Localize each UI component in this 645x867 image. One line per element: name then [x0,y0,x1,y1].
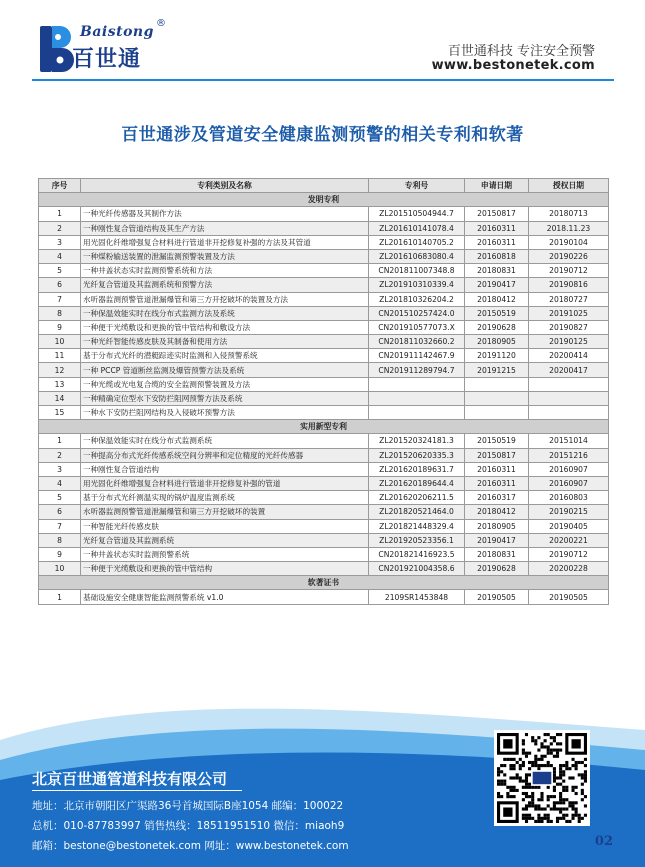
cell-name: 一种 PCCP 管道断丝监测及爆管预警方法及系统 [81,363,369,377]
cell-grant-date: 20191025 [529,306,609,320]
cell-grant-date: 20190816 [529,278,609,292]
cell-name: 一种光缆或光电复合缆的安全监测预警装置及方法 [81,377,369,391]
company-logo [38,18,178,76]
table-row [39,363,609,377]
cell-name: 光纤复合管道及其监测系统和预警方法 [81,278,369,292]
cell-patent-no: ZL201810326204.2 [369,292,465,306]
cell-apply-date: 20190417 [465,533,529,547]
cell-index: 10 [39,562,81,576]
cell-apply-date: 20180831 [465,547,529,561]
cell-apply-date: 20160311 [465,476,529,490]
cell-apply-date: 20190628 [465,320,529,334]
section-label: 软著证书 [39,576,609,590]
cell-apply-date: 20150519 [465,306,529,320]
cell-name: 一种刚性复合管道结构及其生产方法 [81,221,369,235]
table-row [39,476,609,490]
cell-patent-no: CN201811007348.8 [369,264,465,278]
cell-name: 一种水下安防拦阻网结构及入侵破坏预警方法 [81,406,369,420]
registered-mark: ® [156,18,166,29]
header-index: 序号 [39,179,81,193]
cell-apply-date: 20190505 [465,590,529,604]
cell-patent-no: CN201811032660.2 [369,335,465,349]
cell-grant-date: 20200221 [529,533,609,547]
cell-grant-date [529,406,609,420]
cell-grant-date: 20160803 [529,491,609,505]
cell-apply-date: 20191215 [465,363,529,377]
cell-name: 一种光纤传感器及其制作方法 [81,207,369,221]
cell-grant-date: 20200417 [529,363,609,377]
cell-index: 8 [39,533,81,547]
cell-patent-no: CN201911142467.9 [369,349,465,363]
table-row [39,519,609,533]
cell-apply-date: 20150817 [465,448,529,462]
cell-patent-no: ZL201520324181.3 [369,434,465,448]
cell-name: 一种煤粉输送装置的泄漏监测预警装置及方法 [81,249,369,263]
cell-name: 基于分布式光纤测温实现的锅炉温度监测系统 [81,491,369,505]
table-row [39,349,609,363]
table-row [39,221,609,235]
cell-grant-date: 20190712 [529,547,609,561]
cell-grant-date: 20200228 [529,562,609,576]
cell-grant-date: 20160907 [529,476,609,490]
cell-patent-no: ZL201910310339.4 [369,278,465,292]
cell-index: 11 [39,349,81,363]
cell-index: 6 [39,278,81,292]
cell-patent-no: ZL201610140705.2 [369,235,465,249]
cell-grant-date: 20190505 [529,590,609,604]
table-row [39,547,609,561]
cell-patent-no: ZL201520620335.3 [369,448,465,462]
cell-name: 一种精确定位型水下安防拦阻网预警方法及系统 [81,391,369,405]
phone-line: 总机：010-87783997 销售热线：18511951510 微信：miaoh9 [32,820,345,832]
cell-apply-date: 20150817 [465,207,529,221]
cell-patent-no [369,391,465,405]
cell-index: 5 [39,264,81,278]
cell-apply-date: 20180412 [465,505,529,519]
cell-index: 9 [39,320,81,334]
cell-name: 一种井盖状态实时监测预警系统和方法 [81,264,369,278]
cell-patent-no: ZL201620189631.7 [369,462,465,476]
cell-grant-date: 20190104 [529,235,609,249]
cell-apply-date: 20160311 [465,462,529,476]
cell-grant-date: 20160907 [529,462,609,476]
cell-grant-date: 20180727 [529,292,609,306]
section-label: 发明专利 [39,193,609,207]
cell-index: 1 [39,590,81,604]
cell-patent-no: ZL201920523356.1 [369,533,465,547]
cell-patent-no: CN201910577073.X [369,320,465,334]
cell-name: 用光固化纤维增强复合材料进行管道非开挖修复补强的管道 [81,476,369,490]
section-header-row [39,193,609,207]
cell-apply-date: 20160818 [465,249,529,263]
cell-name: 水听器监测预警管道泄漏爆管和第三方开挖破坏的装置及方法 [81,292,369,306]
cell-grant-date: 20190827 [529,320,609,334]
cell-patent-no [369,377,465,391]
page-header [0,0,645,85]
cell-patent-no: ZL201821448329.4 [369,519,465,533]
company-underline [32,790,242,791]
table-row [39,391,609,405]
email-line: 邮箱：bestone@bestonetek.com 网址：www.bestonetek.com [32,840,349,852]
table-row [39,292,609,306]
cell-index: 1 [39,207,81,221]
cell-apply-date: 20160311 [465,235,529,249]
cell-name: 一种便于光缆敷设和更换的管中管结构 [81,562,369,576]
table-row [39,434,609,448]
cell-index: 3 [39,235,81,249]
cell-apply-date: 20180905 [465,335,529,349]
table-row [39,448,609,462]
cell-index: 2 [39,221,81,235]
cell-apply-date: 20180412 [465,292,529,306]
cell-apply-date: 20190417 [465,278,529,292]
logo-script-text: Baistong [80,24,154,40]
cell-grant-date [529,391,609,405]
cell-apply-date [465,377,529,391]
cell-name: 一种保温效能实时在线分布式监测方法及系统 [81,306,369,320]
cell-name: 一种保温效能实时在线分布式监测系统 [81,434,369,448]
cell-name: 光纤复合管道及其监测系统 [81,533,369,547]
table-row [39,264,609,278]
table-row [39,491,609,505]
cell-index: 10 [39,335,81,349]
address-line: 地址：北京市朝阳区广渠路36号首城国际B座1054 邮编：100022 [32,800,344,812]
cell-name: 用光固化纤维增强复合材料进行管道非开挖修复补强的方法及其管道 [81,235,369,249]
cell-grant-date: 20151014 [529,434,609,448]
cell-name: 一种刚性复合管道结构 [81,462,369,476]
cell-index: 5 [39,491,81,505]
table-body [39,193,609,604]
cell-grant-date: 20180713 [529,207,609,221]
cell-apply-date: 20160311 [465,221,529,235]
cell-index: 1 [39,434,81,448]
cell-index: 9 [39,547,81,561]
logo-chinese-name: 百世通 [72,47,142,72]
table-row [39,278,609,292]
cell-index: 7 [39,519,81,533]
cell-patent-no: ZL201820521464.0 [369,505,465,519]
table-header-row [39,179,609,193]
cell-apply-date [465,406,529,420]
cell-patent-no: 2109SR1453848 [369,590,465,604]
cell-name: 一种智能光纤传感皮肤 [81,519,369,533]
qr-code [494,730,590,826]
table-row [39,335,609,349]
cell-index: 6 [39,505,81,519]
table-row [39,320,609,334]
cell-grant-date [529,377,609,391]
cell-patent-no: CN201821416923.5 [369,547,465,561]
cell-grant-date: 20200414 [529,349,609,363]
cell-apply-date: 20190628 [465,562,529,576]
cell-name: 水听器监测预警管道泄漏爆管和第三方开挖破坏的装置 [81,505,369,519]
page-number: 02 [594,834,613,849]
cell-patent-no: CN201911289794.7 [369,363,465,377]
table-row [39,207,609,221]
cell-grant-date: 20190125 [529,335,609,349]
table-row [39,235,609,249]
cell-index: 3 [39,462,81,476]
cell-apply-date: 20180905 [465,519,529,533]
cell-index: 2 [39,448,81,462]
cell-grant-date: 2018.11.23 [529,221,609,235]
section-label: 实用新型专利 [39,420,609,434]
table-row [39,562,609,576]
table-row [39,377,609,391]
table-row [39,505,609,519]
cell-patent-no: ZL201620189644.4 [369,476,465,490]
table-row [39,590,609,604]
table-row [39,533,609,547]
cell-apply-date: 20150519 [465,434,529,448]
company-name: 北京百世通管道科技有限公司 [32,770,228,788]
header-slogan: 百世通科技 专注安全预警 [447,44,595,59]
cell-index: 15 [39,406,81,420]
cell-patent-no: ZL201510504944.7 [369,207,465,221]
cell-grant-date: 20190226 [529,249,609,263]
cell-grant-date: 20190405 [529,519,609,533]
cell-patent-no: CN201510257424.0 [369,306,465,320]
cell-index: 14 [39,391,81,405]
cell-grant-date: 20151216 [529,448,609,462]
header-website: www.bestonetek.com [431,58,595,73]
page-title: 百世通涉及管道安全健康监测预警的相关专利和软著 [121,125,524,145]
cell-patent-no: CN201921004358.6 [369,562,465,576]
cell-apply-date: 20160317 [465,491,529,505]
cell-grant-date: 20190215 [529,505,609,519]
cell-index: 8 [39,306,81,320]
header-name: 专利类别及名称 [81,179,369,193]
cell-patent-no: ZL201620206211.5 [369,491,465,505]
cell-patent-no [369,406,465,420]
cell-index: 12 [39,363,81,377]
cell-apply-date: 20180831 [465,264,529,278]
table-row [39,462,609,476]
cell-patent-no: ZL201610683080.4 [369,249,465,263]
logo-b-icon [38,24,74,74]
table-row [39,406,609,420]
table-row [39,306,609,320]
cell-apply-date: 20191120 [465,349,529,363]
section-header-row [39,420,609,434]
cell-index: 13 [39,377,81,391]
section-header-row [39,576,609,590]
qr-code-icon [497,733,587,823]
patent-table [38,178,609,605]
cell-name: 一种便于光缆敷设和更换的管中管结构和敷设方法 [81,320,369,334]
cell-name: 一种光纤智能传感皮肤及其制备和使用方法 [81,335,369,349]
header-patent-no: 专利号 [369,179,465,193]
cell-index: 4 [39,249,81,263]
cell-name: 基于分布式光纤的潜艇踪迹实时监测和入侵预警系统 [81,349,369,363]
cell-name: 基础设施安全健康智能监测预警系统 v1.0 [81,590,369,604]
cell-name: 一种井盖状态实时监测预警系统 [81,547,369,561]
cell-grant-date: 20190712 [529,264,609,278]
header-grant-date: 授权日期 [529,179,609,193]
header-divider [32,79,614,81]
cell-index: 7 [39,292,81,306]
cell-patent-no: ZL201610141078.4 [369,221,465,235]
cell-apply-date [465,391,529,405]
cell-index: 4 [39,476,81,490]
cell-name: 一种提高分布式光纤传感系统空间分辨率和定位精度的光纤传感器 [81,448,369,462]
table-row [39,249,609,263]
header-apply-date: 申请日期 [465,179,529,193]
